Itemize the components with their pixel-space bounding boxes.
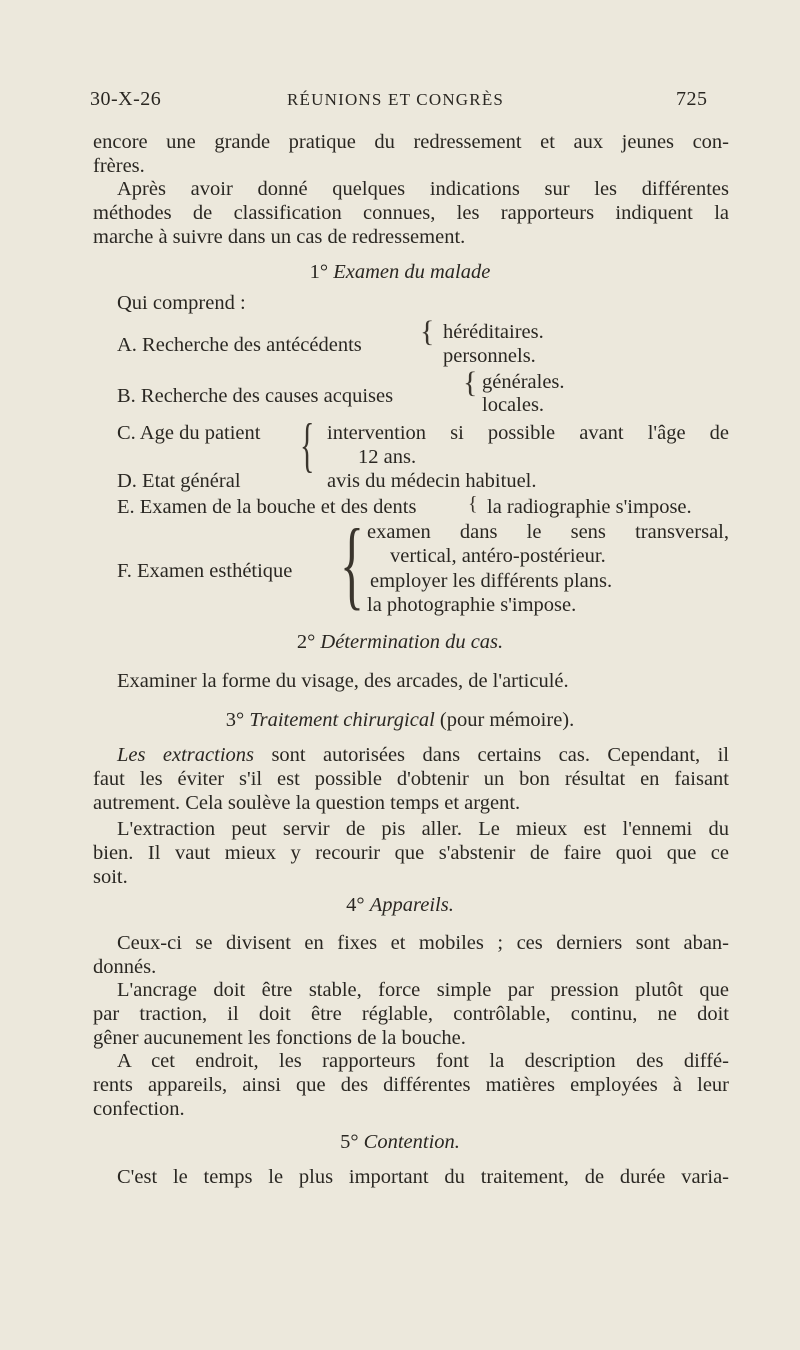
section-title-suffix: (pour mémoire). — [439, 709, 575, 731]
section-title: Appareils. — [369, 894, 454, 916]
text-line: bien. Il vaut mieux y recourir que s'abstenir de faire quoi que ce — [93, 842, 729, 864]
item-f-text: employer les différents plans. — [370, 570, 613, 592]
text-line: frères. — [93, 155, 145, 177]
text-line: confection. — [93, 1098, 185, 1120]
text-line: rents appareils, ainsi que des différentes matières employées à leur — [93, 1074, 729, 1096]
item-b-option: locales. — [482, 394, 545, 416]
brace: { — [300, 412, 315, 478]
text-line: encore une grande pratique du redressement et aux jeunes con- — [93, 131, 729, 153]
brace: { — [468, 493, 478, 515]
brace: { — [420, 315, 435, 348]
text-line: méthodes de classification connues, les rapporteurs indiquent la — [93, 202, 729, 224]
item-c-text: intervention si possible avant l'âge de — [327, 422, 729, 444]
intro-paragraph — [93, 130, 729, 178]
item-e-text: la radiographie s'impose. — [487, 496, 692, 518]
page-number: 725 — [676, 88, 708, 110]
section-number: 5° — [340, 1131, 359, 1153]
text-line: L'ancrage doit être stable, force simple par pression plutôt que — [117, 979, 729, 1001]
contention-paragraph — [93, 1165, 729, 1189]
extraction-paragraph — [93, 817, 729, 889]
text-line: L'extraction peut servir de pis aller. Le mieux est l'ennemi du — [117, 818, 729, 840]
text-line: marche à suivre dans un cas de redressement. — [93, 226, 466, 248]
brace: { — [463, 366, 478, 399]
text-line — [93, 743, 729, 767]
header-title: RÉUNIONS ET CONGRÈS — [287, 90, 505, 109]
section-title: Traitement chirurgical — [249, 709, 435, 731]
text-line: Ceux-ci se divisent en fixes et mobiles ; ces derniers sont aban- — [117, 932, 729, 954]
italic-term: Les extractions — [117, 744, 255, 766]
text-line: autrement. Cela soulève la question temps et argent. — [93, 792, 521, 814]
item-a-option: personnels. — [443, 345, 536, 367]
text-line: Après avoir donné quelques indications sur les différentes — [117, 178, 729, 200]
item-a-label: A. Recherche des antécédents — [117, 334, 362, 356]
list-lead: Qui comprend : — [117, 292, 246, 314]
methods-paragraph — [93, 177, 729, 249]
text-line: faut les éviter s'il est possible d'obtenir un bon résultat en faisant — [93, 768, 729, 790]
section-number: 1° — [309, 261, 329, 283]
section-number: 2° — [296, 631, 316, 653]
section-title: Détermination du cas. — [320, 631, 504, 653]
section-3-heading — [0, 709, 800, 732]
item-d-text: avis du médecin habituel. — [327, 470, 537, 492]
header-date: 30-X-26 — [90, 88, 162, 110]
brace: { — [340, 508, 364, 619]
text-line: gêner aucunement les fonctions de la bouche. — [93, 1027, 466, 1049]
item-b-option: générales. — [482, 371, 565, 393]
text-line: par traction, il doit être réglable, contrôlable, continu, ne doit — [93, 1003, 729, 1025]
section-number: 3° — [225, 709, 245, 731]
text-line: A cet endroit, les rapporteurs font la description des diffé- — [117, 1050, 729, 1072]
item-b-label: B. Recherche des causes acquises — [117, 385, 394, 407]
text-line: soit. — [93, 866, 128, 888]
text-line: donnés. — [93, 956, 157, 978]
section-4-heading — [0, 894, 800, 917]
item-f-label: F. Examen esthétique — [117, 560, 293, 582]
appareils-paragraph-3 — [93, 1049, 729, 1121]
section-number: 4° — [346, 894, 365, 916]
item-f-text: la photographie s'impose. — [367, 594, 577, 616]
item-e-label: E. Examen de la bouche et des dents — [117, 496, 417, 518]
section-5-heading — [0, 1131, 800, 1154]
section-title: Contention. — [363, 1131, 460, 1153]
text-line: C'est le temps le plus important du traitement, de durée varia- — [117, 1166, 729, 1188]
section-1-heading — [0, 261, 800, 284]
extractions-paragraph — [93, 743, 729, 815]
section-title: Examen du malade — [333, 261, 491, 283]
section-2-text: Examiner la forme du visage, des arcades, de l'articulé. — [117, 670, 569, 692]
text-span: sont autorisées dans certains cas. Cependant, il — [271, 744, 729, 766]
appareils-paragraph-1 — [93, 931, 729, 979]
item-d-label: D. Etat général — [117, 470, 241, 492]
item-a-option: héréditaires. — [443, 321, 544, 343]
section-2-heading — [0, 631, 800, 654]
item-f-text: vertical, antéro-postérieur. — [390, 545, 606, 567]
item-c-label: C. Age du patient — [117, 422, 261, 444]
item-f-text: examen dans le sens transversal, — [367, 521, 729, 543]
item-c-text: 12 ans. — [358, 446, 417, 468]
appareils-paragraph-2 — [93, 978, 729, 1050]
